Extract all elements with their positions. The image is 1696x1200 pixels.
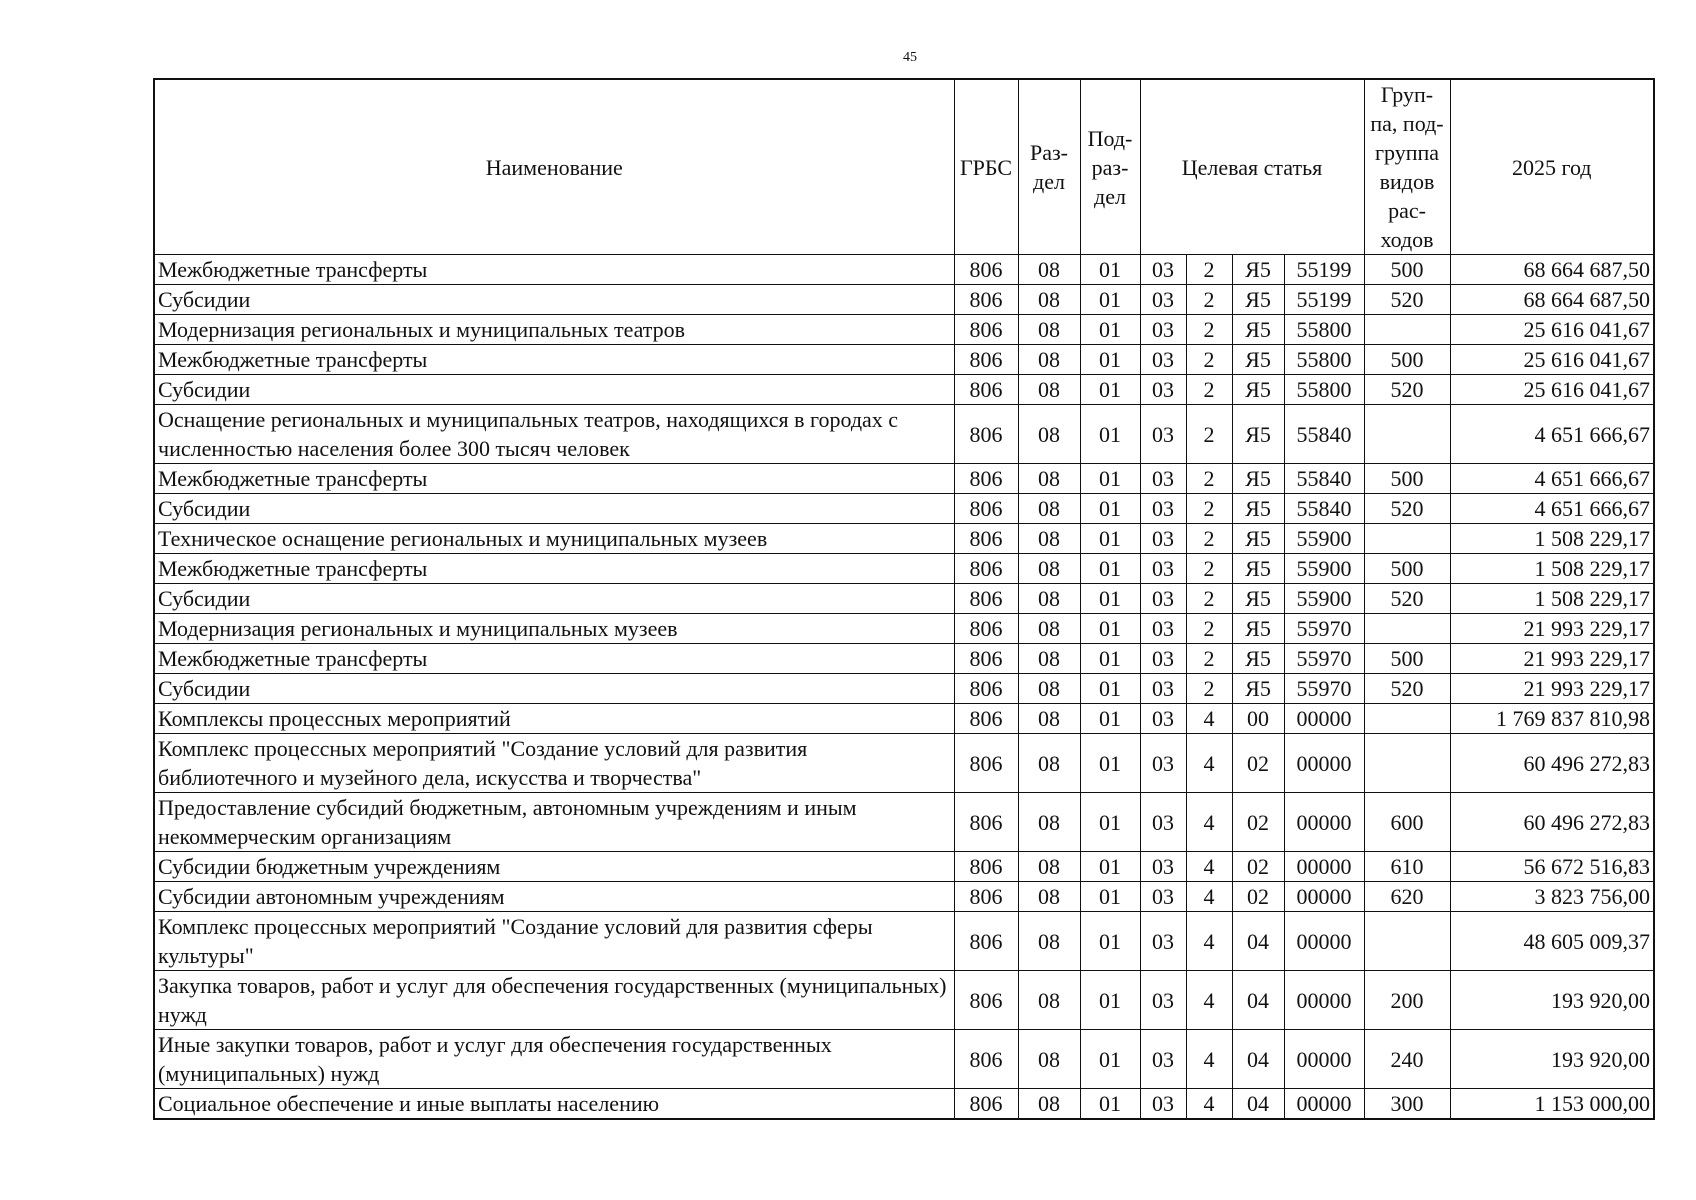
table-row bbox=[154, 255, 1654, 285]
cell-amount: 1 508 229,17 bbox=[1450, 584, 1654, 614]
cell-razdel: 08 bbox=[1018, 912, 1080, 971]
cell-expense-group: 240 bbox=[1364, 1030, 1450, 1089]
cell-grbs: 806 bbox=[954, 345, 1018, 375]
cell-target-type: 2 bbox=[1186, 405, 1232, 464]
cell-expense-group: 520 bbox=[1364, 375, 1450, 405]
table-row bbox=[154, 912, 1654, 971]
cell-amount: 21 993 229,17 bbox=[1450, 644, 1654, 674]
budget-table bbox=[153, 78, 1655, 1120]
cell-expense-group: 520 bbox=[1364, 494, 1450, 524]
cell-razdel: 08 bbox=[1018, 734, 1080, 793]
cell-amount: 25 616 041,67 bbox=[1450, 315, 1654, 345]
cell-target-project: Я5 bbox=[1232, 285, 1284, 315]
cell-target-project: Я5 bbox=[1232, 255, 1284, 285]
cell-podrazdel: 01 bbox=[1080, 614, 1140, 644]
cell-target-project: Я5 bbox=[1232, 494, 1284, 524]
cell-podrazdel: 01 bbox=[1080, 1089, 1140, 1120]
cell-target-program: 03 bbox=[1140, 584, 1186, 614]
cell-podrazdel: 01 bbox=[1080, 315, 1140, 345]
cell-target-direction: 55840 bbox=[1284, 494, 1364, 524]
cell-expense-group: 610 bbox=[1364, 852, 1450, 882]
cell-name: Субсидии bbox=[154, 285, 954, 315]
cell-target-type: 4 bbox=[1186, 971, 1232, 1030]
cell-podrazdel: 01 bbox=[1080, 912, 1140, 971]
cell-razdel: 08 bbox=[1018, 644, 1080, 674]
cell-grbs: 806 bbox=[954, 793, 1018, 852]
cell-target-program: 03 bbox=[1140, 971, 1186, 1030]
cell-target-direction: 55199 bbox=[1284, 285, 1364, 315]
table-row bbox=[154, 1089, 1654, 1120]
cell-razdel: 08 bbox=[1018, 345, 1080, 375]
cell-amount: 48 605 009,37 bbox=[1450, 912, 1654, 971]
cell-target-project: Я5 bbox=[1232, 405, 1284, 464]
cell-podrazdel: 01 bbox=[1080, 405, 1140, 464]
cell-grbs: 806 bbox=[954, 315, 1018, 345]
cell-name: Межбюджетные трансферты bbox=[154, 345, 954, 375]
cell-name: Субсидии бюджетным учреждениям bbox=[154, 852, 954, 882]
cell-podrazdel: 01 bbox=[1080, 793, 1140, 852]
cell-grbs: 806 bbox=[954, 405, 1018, 464]
cell-target-direction: 55800 bbox=[1284, 345, 1364, 375]
cell-target-direction: 00000 bbox=[1284, 1030, 1364, 1089]
cell-target-type: 4 bbox=[1186, 1030, 1232, 1089]
cell-razdel: 08 bbox=[1018, 1030, 1080, 1089]
header-name: Наименование bbox=[154, 79, 954, 255]
cell-expense-group: 520 bbox=[1364, 584, 1450, 614]
cell-target-type: 2 bbox=[1186, 524, 1232, 554]
table-row bbox=[154, 315, 1654, 345]
cell-target-type: 4 bbox=[1186, 1089, 1232, 1120]
cell-target-direction: 00000 bbox=[1284, 971, 1364, 1030]
cell-target-program: 03 bbox=[1140, 852, 1186, 882]
cell-target-type: 2 bbox=[1186, 644, 1232, 674]
cell-grbs: 806 bbox=[954, 524, 1018, 554]
cell-target-direction: 00000 bbox=[1284, 793, 1364, 852]
cell-grbs: 806 bbox=[954, 644, 1018, 674]
cell-grbs: 806 bbox=[954, 674, 1018, 704]
cell-amount: 4 651 666,67 bbox=[1450, 494, 1654, 524]
cell-name: Комплекс процессных мероприятий "Создание условий для развития библиотечного и музейного дела, искусства и творчества" bbox=[154, 734, 954, 793]
cell-grbs: 806 bbox=[954, 614, 1018, 644]
cell-target-direction: 55840 bbox=[1284, 405, 1364, 464]
cell-name: Модернизация региональных и муниципальных музеев bbox=[154, 614, 954, 644]
cell-name: Комплексы процессных мероприятий bbox=[154, 704, 954, 734]
cell-grbs: 806 bbox=[954, 704, 1018, 734]
cell-razdel: 08 bbox=[1018, 1089, 1080, 1120]
table-row bbox=[154, 1030, 1654, 1089]
cell-target-type: 2 bbox=[1186, 375, 1232, 405]
cell-grbs: 806 bbox=[954, 882, 1018, 912]
cell-name: Закупка товаров, работ и услуг для обеспечения государственных (муниципальных) нужд bbox=[154, 971, 954, 1030]
cell-target-program: 03 bbox=[1140, 734, 1186, 793]
cell-podrazdel: 01 bbox=[1080, 852, 1140, 882]
cell-target-program: 03 bbox=[1140, 704, 1186, 734]
cell-expense-group: 200 bbox=[1364, 971, 1450, 1030]
cell-podrazdel: 01 bbox=[1080, 375, 1140, 405]
cell-target-direction: 55970 bbox=[1284, 644, 1364, 674]
cell-target-type: 4 bbox=[1186, 912, 1232, 971]
cell-name: Субсидии bbox=[154, 584, 954, 614]
cell-expense-group: 620 bbox=[1364, 882, 1450, 912]
table-row bbox=[154, 405, 1654, 464]
cell-grbs: 806 bbox=[954, 554, 1018, 584]
cell-target-type: 4 bbox=[1186, 793, 1232, 852]
cell-target-type: 2 bbox=[1186, 315, 1232, 345]
cell-podrazdel: 01 bbox=[1080, 464, 1140, 494]
cell-target-project: Я5 bbox=[1232, 464, 1284, 494]
cell-razdel: 08 bbox=[1018, 494, 1080, 524]
table-row bbox=[154, 524, 1654, 554]
cell-amount: 1 769 837 810,98 bbox=[1450, 704, 1654, 734]
cell-podrazdel: 01 bbox=[1080, 584, 1140, 614]
cell-target-program: 03 bbox=[1140, 524, 1186, 554]
cell-target-direction: 00000 bbox=[1284, 882, 1364, 912]
cell-expense-group bbox=[1364, 912, 1450, 971]
cell-expense-group bbox=[1364, 405, 1450, 464]
cell-target-project: 02 bbox=[1232, 882, 1284, 912]
table-row bbox=[154, 584, 1654, 614]
cell-target-direction: 00000 bbox=[1284, 852, 1364, 882]
cell-target-project: Я5 bbox=[1232, 674, 1284, 704]
cell-name: Субсидии bbox=[154, 375, 954, 405]
cell-razdel: 08 bbox=[1018, 375, 1080, 405]
table-row bbox=[154, 375, 1654, 405]
cell-name: Иные закупки товаров, работ и услуг для обеспечения государственных (муниципальных) нужд bbox=[154, 1030, 954, 1089]
cell-target-program: 03 bbox=[1140, 494, 1186, 524]
cell-podrazdel: 01 bbox=[1080, 644, 1140, 674]
cell-razdel: 08 bbox=[1018, 315, 1080, 345]
cell-amount: 1 508 229,17 bbox=[1450, 524, 1654, 554]
table-row bbox=[154, 704, 1654, 734]
cell-name: Оснащение региональных и муниципальных театров, находящихся в городах с численностью населения более 300 тысяч человек bbox=[154, 405, 954, 464]
cell-name: Социальное обеспечение и иные выплаты населению bbox=[154, 1089, 954, 1120]
page-number: 45 bbox=[903, 50, 917, 65]
table-body bbox=[154, 255, 1654, 1120]
cell-target-program: 03 bbox=[1140, 1089, 1186, 1120]
cell-target-project: Я5 bbox=[1232, 554, 1284, 584]
cell-expense-group: 520 bbox=[1364, 674, 1450, 704]
header-target-article: Целевая статья bbox=[1140, 79, 1364, 255]
cell-expense-group bbox=[1364, 614, 1450, 644]
cell-target-project: 02 bbox=[1232, 793, 1284, 852]
cell-razdel: 08 bbox=[1018, 554, 1080, 584]
cell-target-type: 2 bbox=[1186, 554, 1232, 584]
table-row bbox=[154, 464, 1654, 494]
cell-target-type: 2 bbox=[1186, 494, 1232, 524]
table-row bbox=[154, 882, 1654, 912]
cell-target-direction: 00000 bbox=[1284, 912, 1364, 971]
cell-name: Предоставление субсидий бюджетным, автономным учреждениям и иным некоммерческим организациям bbox=[154, 793, 954, 852]
table-row bbox=[154, 674, 1654, 704]
cell-amount: 60 496 272,83 bbox=[1450, 734, 1654, 793]
table-row bbox=[154, 793, 1654, 852]
cell-razdel: 08 bbox=[1018, 584, 1080, 614]
cell-razdel: 08 bbox=[1018, 524, 1080, 554]
table-row bbox=[154, 345, 1654, 375]
cell-amount: 21 993 229,17 bbox=[1450, 614, 1654, 644]
cell-target-type: 4 bbox=[1186, 734, 1232, 793]
cell-expense-group bbox=[1364, 524, 1450, 554]
cell-expense-group: 500 bbox=[1364, 345, 1450, 375]
cell-amount: 3 823 756,00 bbox=[1450, 882, 1654, 912]
cell-name: Комплекс процессных мероприятий "Создание условий для развития сферы культуры" bbox=[154, 912, 954, 971]
cell-grbs: 806 bbox=[954, 494, 1018, 524]
cell-target-direction: 55900 bbox=[1284, 524, 1364, 554]
cell-amount: 193 920,00 bbox=[1450, 1030, 1654, 1089]
table-row bbox=[154, 494, 1654, 524]
cell-amount: 1 508 229,17 bbox=[1450, 554, 1654, 584]
cell-target-type: 2 bbox=[1186, 614, 1232, 644]
cell-expense-group bbox=[1364, 704, 1450, 734]
cell-target-direction: 55970 bbox=[1284, 614, 1364, 644]
cell-razdel: 08 bbox=[1018, 405, 1080, 464]
cell-amount: 4 651 666,67 bbox=[1450, 464, 1654, 494]
cell-target-program: 03 bbox=[1140, 375, 1186, 405]
table-row bbox=[154, 644, 1654, 674]
cell-target-program: 03 bbox=[1140, 912, 1186, 971]
cell-target-type: 2 bbox=[1186, 255, 1232, 285]
cell-grbs: 806 bbox=[954, 971, 1018, 1030]
cell-name: Субсидии автономным учреждениям bbox=[154, 882, 954, 912]
header-razdel: Раз-дел bbox=[1018, 79, 1080, 255]
cell-razdel: 08 bbox=[1018, 793, 1080, 852]
cell-target-project: Я5 bbox=[1232, 644, 1284, 674]
cell-amount: 21 993 229,17 bbox=[1450, 674, 1654, 704]
cell-target-type: 2 bbox=[1186, 674, 1232, 704]
cell-target-direction: 55900 bbox=[1284, 554, 1364, 584]
cell-razdel: 08 bbox=[1018, 464, 1080, 494]
cell-target-type: 4 bbox=[1186, 704, 1232, 734]
cell-target-type: 2 bbox=[1186, 584, 1232, 614]
cell-name: Межбюджетные трансферты bbox=[154, 644, 954, 674]
cell-target-project: 02 bbox=[1232, 734, 1284, 793]
cell-target-program: 03 bbox=[1140, 315, 1186, 345]
cell-name: Межбюджетные трансферты bbox=[154, 464, 954, 494]
cell-target-program: 03 bbox=[1140, 674, 1186, 704]
cell-expense-group: 500 bbox=[1364, 255, 1450, 285]
cell-target-project: Я5 bbox=[1232, 584, 1284, 614]
table-header-row bbox=[154, 79, 1654, 255]
cell-target-type: 2 bbox=[1186, 464, 1232, 494]
cell-target-type: 4 bbox=[1186, 882, 1232, 912]
cell-razdel: 08 bbox=[1018, 285, 1080, 315]
cell-target-project: Я5 bbox=[1232, 315, 1284, 345]
cell-expense-group: 500 bbox=[1364, 464, 1450, 494]
cell-target-program: 03 bbox=[1140, 345, 1186, 375]
cell-name: Модернизация региональных и муниципальных театров bbox=[154, 315, 954, 345]
cell-target-program: 03 bbox=[1140, 255, 1186, 285]
cell-grbs: 806 bbox=[954, 255, 1018, 285]
cell-expense-group: 600 bbox=[1364, 793, 1450, 852]
cell-podrazdel: 01 bbox=[1080, 882, 1140, 912]
cell-grbs: 806 bbox=[954, 1089, 1018, 1120]
cell-podrazdel: 01 bbox=[1080, 971, 1140, 1030]
cell-amount: 60 496 272,83 bbox=[1450, 793, 1654, 852]
cell-razdel: 08 bbox=[1018, 971, 1080, 1030]
cell-target-project: 04 bbox=[1232, 1030, 1284, 1089]
cell-grbs: 806 bbox=[954, 852, 1018, 882]
cell-expense-group bbox=[1364, 734, 1450, 793]
cell-grbs: 806 bbox=[954, 1030, 1018, 1089]
cell-grbs: 806 bbox=[954, 375, 1018, 405]
cell-expense-group bbox=[1364, 315, 1450, 345]
cell-razdel: 08 bbox=[1018, 852, 1080, 882]
cell-name: Субсидии bbox=[154, 674, 954, 704]
cell-target-direction: 00000 bbox=[1284, 734, 1364, 793]
cell-target-direction: 55800 bbox=[1284, 315, 1364, 345]
cell-podrazdel: 01 bbox=[1080, 494, 1140, 524]
cell-target-project: 00 bbox=[1232, 704, 1284, 734]
table-row bbox=[154, 971, 1654, 1030]
cell-amount: 1 153 000,00 bbox=[1450, 1089, 1654, 1120]
cell-expense-group: 520 bbox=[1364, 285, 1450, 315]
cell-name: Техническое оснащение региональных и муниципальных музеев bbox=[154, 524, 954, 554]
cell-expense-group: 300 bbox=[1364, 1089, 1450, 1120]
cell-target-program: 03 bbox=[1140, 285, 1186, 315]
cell-target-project: 04 bbox=[1232, 912, 1284, 971]
cell-target-project: Я5 bbox=[1232, 345, 1284, 375]
cell-amount: 56 672 516,83 bbox=[1450, 852, 1654, 882]
cell-target-program: 03 bbox=[1140, 644, 1186, 674]
cell-target-direction: 00000 bbox=[1284, 1089, 1364, 1120]
cell-target-project: 04 bbox=[1232, 971, 1284, 1030]
cell-podrazdel: 01 bbox=[1080, 524, 1140, 554]
cell-target-program: 03 bbox=[1140, 554, 1186, 584]
table-row bbox=[154, 734, 1654, 793]
cell-grbs: 806 bbox=[954, 285, 1018, 315]
cell-grbs: 806 bbox=[954, 734, 1018, 793]
cell-name: Межбюджетные трансферты bbox=[154, 554, 954, 584]
cell-amount: 68 664 687,50 bbox=[1450, 255, 1654, 285]
cell-target-type: 2 bbox=[1186, 345, 1232, 375]
cell-podrazdel: 01 bbox=[1080, 255, 1140, 285]
cell-target-program: 03 bbox=[1140, 1030, 1186, 1089]
cell-podrazdel: 01 bbox=[1080, 704, 1140, 734]
table-row bbox=[154, 285, 1654, 315]
cell-amount: 193 920,00 bbox=[1450, 971, 1654, 1030]
cell-razdel: 08 bbox=[1018, 674, 1080, 704]
cell-amount: 4 651 666,67 bbox=[1450, 405, 1654, 464]
cell-grbs: 806 bbox=[954, 584, 1018, 614]
cell-expense-group: 500 bbox=[1364, 554, 1450, 584]
cell-target-project: Я5 bbox=[1232, 614, 1284, 644]
cell-razdel: 08 bbox=[1018, 255, 1080, 285]
cell-target-direction: 55199 bbox=[1284, 255, 1364, 285]
cell-target-direction: 00000 bbox=[1284, 704, 1364, 734]
cell-amount: 25 616 041,67 bbox=[1450, 375, 1654, 405]
cell-amount: 25 616 041,67 bbox=[1450, 345, 1654, 375]
header-expense-group: Груп-па, под-группа видов рас-ходов bbox=[1364, 79, 1450, 255]
cell-grbs: 806 bbox=[954, 912, 1018, 971]
table-row bbox=[154, 554, 1654, 584]
cell-podrazdel: 01 bbox=[1080, 734, 1140, 793]
cell-target-direction: 55900 bbox=[1284, 584, 1364, 614]
cell-target-project: Я5 bbox=[1232, 524, 1284, 554]
cell-name: Субсидии bbox=[154, 494, 954, 524]
cell-podrazdel: 01 bbox=[1080, 674, 1140, 704]
cell-target-program: 03 bbox=[1140, 614, 1186, 644]
cell-razdel: 08 bbox=[1018, 882, 1080, 912]
cell-target-project: 04 bbox=[1232, 1089, 1284, 1120]
table-row bbox=[154, 852, 1654, 882]
cell-razdel: 08 bbox=[1018, 704, 1080, 734]
header-podrazdel: Под-раз-дел bbox=[1080, 79, 1140, 255]
cell-target-project: Я5 bbox=[1232, 375, 1284, 405]
cell-podrazdel: 01 bbox=[1080, 345, 1140, 375]
cell-target-direction: 55800 bbox=[1284, 375, 1364, 405]
cell-target-project: 02 bbox=[1232, 852, 1284, 882]
cell-target-direction: 55840 bbox=[1284, 464, 1364, 494]
table-row bbox=[154, 614, 1654, 644]
cell-amount: 68 664 687,50 bbox=[1450, 285, 1654, 315]
cell-target-program: 03 bbox=[1140, 405, 1186, 464]
cell-target-program: 03 bbox=[1140, 793, 1186, 852]
cell-podrazdel: 01 bbox=[1080, 285, 1140, 315]
cell-target-program: 03 bbox=[1140, 882, 1186, 912]
header-grbs: ГРБС bbox=[954, 79, 1018, 255]
cell-grbs: 806 bbox=[954, 464, 1018, 494]
cell-razdel: 08 bbox=[1018, 614, 1080, 644]
cell-target-direction: 55970 bbox=[1284, 674, 1364, 704]
cell-target-program: 03 bbox=[1140, 464, 1186, 494]
cell-podrazdel: 01 bbox=[1080, 1030, 1140, 1089]
cell-name: Межбюджетные трансферты bbox=[154, 255, 954, 285]
cell-target-type: 4 bbox=[1186, 852, 1232, 882]
cell-target-type: 2 bbox=[1186, 285, 1232, 315]
cell-podrazdel: 01 bbox=[1080, 554, 1140, 584]
cell-expense-group: 500 bbox=[1364, 644, 1450, 674]
header-year: 2025 год bbox=[1450, 79, 1654, 255]
